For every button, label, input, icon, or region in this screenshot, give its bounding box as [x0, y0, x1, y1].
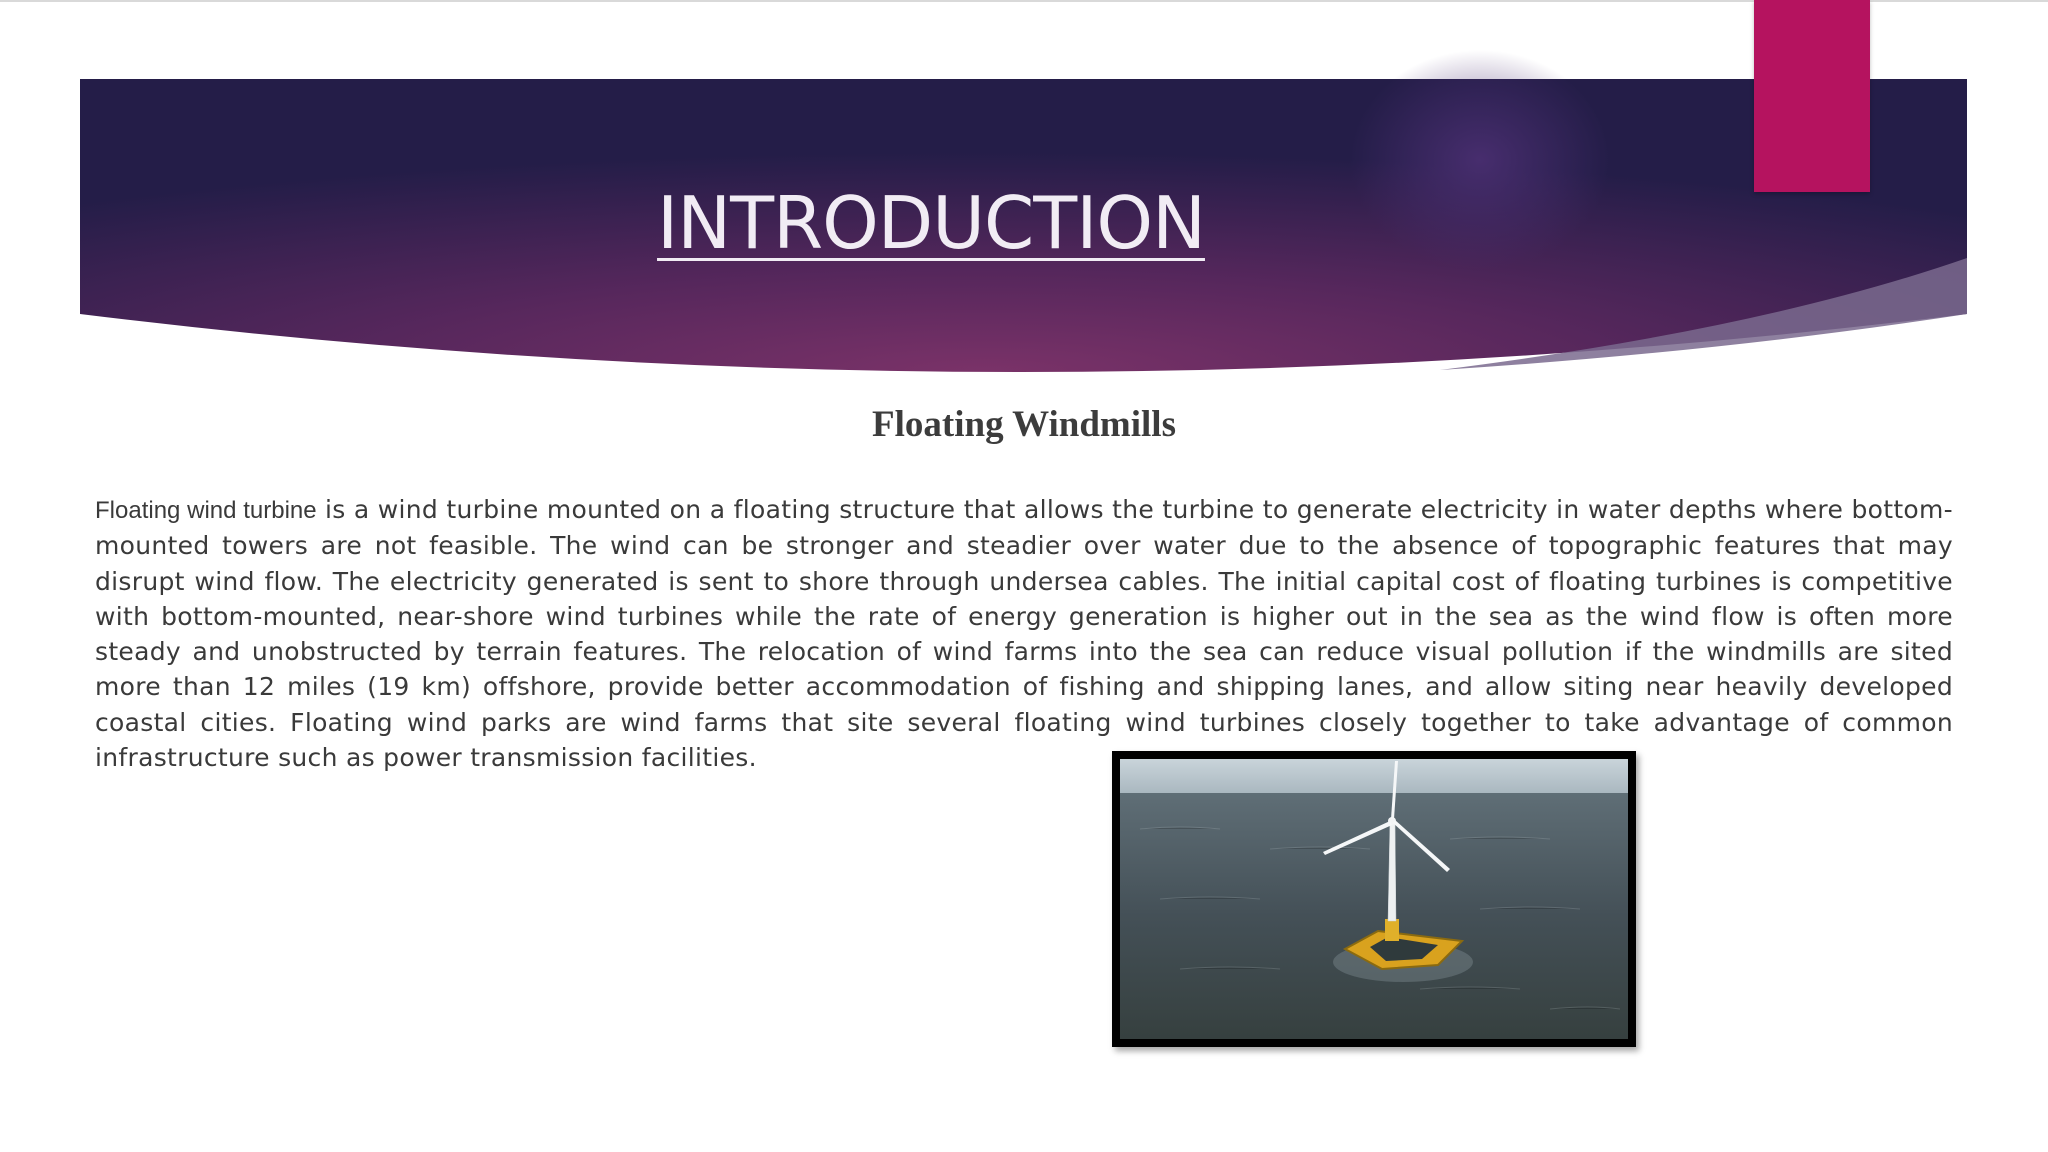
sky — [1120, 759, 1628, 793]
tower-base — [1385, 919, 1399, 941]
floating-wind-turbine-photo — [1120, 759, 1628, 1039]
slide-title: INTRODUCTION — [657, 181, 1205, 265]
body-lead-term: Floating wind turbine — [95, 497, 317, 524]
body-paragraph — [95, 492, 1953, 775]
body-text: is a wind turbine mounted on a floating structure that allows the turbine to generate electricity in water depths where bottom-mounted towers are not feasible. The wind can be stronger and steadier over water due to the absence of topographic features that may disrupt wind flow. The electricity generated is sent to shore through undersea cables. The initial capital cost of floating turbines is competitive with bottom-mounted, near-shore wind turbines while the rate of energy generation is higher out in the sea as the wind flow is often more steady and unobstructed by terrain features. The relocation of wind farms into the sea can reduce visual pollution if the windmills are sited more than 12 miles (19 km) offshore, provide better accommodation of fishing and shipping lanes, and allow siting near heavily developed coastal cities. Floating wind parks are wind farms that site several floating wind turbines closely together to take advantage of common infrastructure such as power transmission facilities. — [95, 495, 1953, 773]
slide-subtitle: Floating Windmills — [872, 404, 1176, 445]
banner-glow — [1350, 50, 1610, 270]
accent-tab — [1754, 0, 1870, 192]
turbine-photo-frame — [1112, 751, 1636, 1047]
